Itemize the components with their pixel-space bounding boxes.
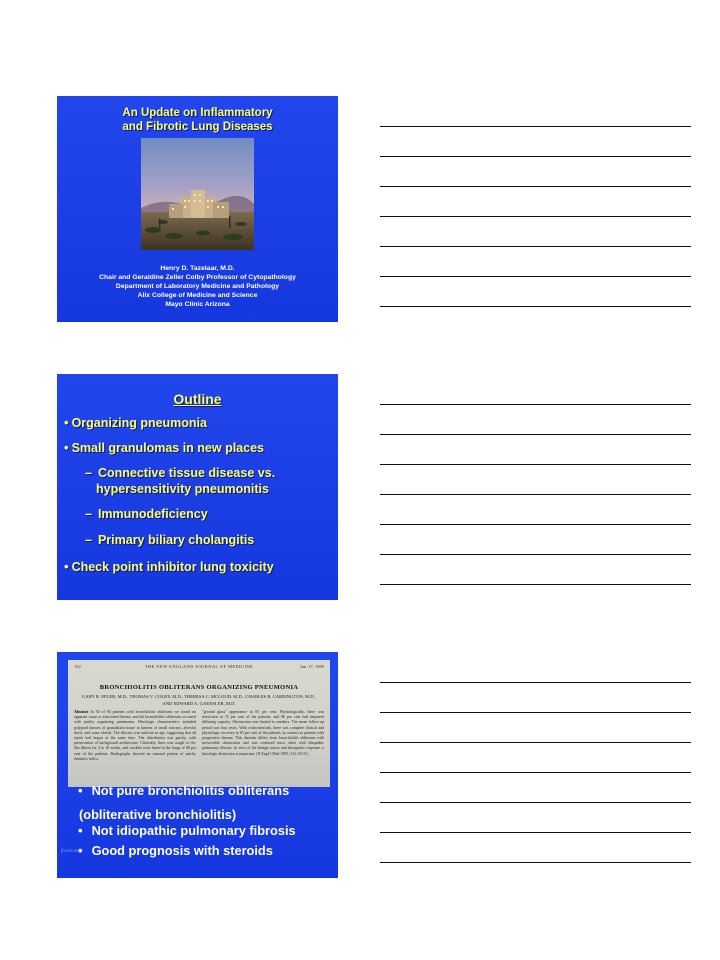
abstract-left-column: Abstract In 50 of 94 patients with bronchiolitis obliterans we found no apparent cause or associated disease, and the bronchiolitis obliterans occurred with patchy organizing pneumonia. Histologic characteristics included polypoid masses of granulation tissue in lumens of small airways, alveolar ducts, and some alveoli. The fibrosis was uniform in age, suggesting that all repair had begun at the same time. The distribution was patchy, with preservation of background architecture. Clinically, there was cough or flu-like illness for 4 to 10 weeks, and crackles were heard in the lungs of 68 per cent of the patients. Radiographs showed an unusual pattern of patchy densities with a: [74, 710, 196, 761]
dash-icon: –: [85, 507, 92, 521]
note-line: [380, 682, 691, 683]
outline-subitem: – Immunodeficiency: [85, 507, 208, 521]
note-line: [380, 276, 691, 277]
slide-outline: [57, 374, 338, 600]
note-line: [380, 464, 691, 465]
note-line: [380, 802, 691, 803]
outline-item: • Small granulomas in new places: [64, 440, 264, 455]
note-line: [380, 186, 691, 187]
note-line: [380, 524, 691, 525]
outline-subitem: – Primary biliary cholangitis: [85, 533, 255, 547]
bullet-icon: •: [78, 823, 83, 838]
bullet-icon: •: [64, 440, 69, 455]
note-line: [380, 554, 691, 555]
note-line: [380, 404, 691, 405]
outline-subitem-continuation: hypersensitivity pneumonitis: [96, 482, 269, 496]
note-line: [380, 156, 691, 157]
slide-heading: Outline: [173, 391, 222, 407]
bullet-icon: •: [64, 559, 69, 574]
slide-title: [57, 96, 338, 322]
note-line: [380, 434, 691, 435]
note-line: [380, 862, 691, 863]
bullet-icon: •: [78, 843, 83, 858]
dash-icon: –: [85, 533, 92, 547]
outline-item: • Organizing pneumonia: [64, 415, 207, 430]
presenter-credits: Henry D. Tazelaar, M.D. Chair and Geraldine Zeller Colby Professor of Cytopathology Department of Laboratory Medicine and Pathology Alix College of Medicine and Science Mayo Clinic Arizona: [99, 265, 296, 308]
outline-item: • Check point inhibitor lung toxicity: [64, 559, 274, 574]
note-line: [380, 494, 691, 495]
journal-article-image: 152 THE NEW ENGLAND JOURNAL OF MEDICINE Jan. 17, 1985 BRONCHIOLITIS OBLITERANS ORGANIZING PNEUMONIA GARY R. EPLER, M.D., THOMAS V. COLBY, M.D., THERESA C. MCLOUD, M.D., CHARLES B. CARRINGTON, M.D., AND EDWARD A. GAENSLER, M.D. Abstract In 50 of 94 patients with bronchiolitis obliterans we found no apparent cause or associated disease, and the bronchiolitis obliterans occurred with patchy organizing pneumonia. Histologic characteristics included polypoid masses of granulation tissue in lumens of small airways, alveolar ducts, and some alveoli. The fibrosis was uniform in age, suggesting that all repair had begun at the same time. The distribution was patchy, with preservation of background architecture. Clinically, there was cough or flu-like illness for 4 to 10 weeks, and crackles were heard in the lungs of 68 per cent of the patients. Radiographs showed an unusual pattern of patchy densities with a "ground glass" appearance in 81 per cent. Physiologically, there was restriction in 72 per cent of the patients, and 86 per cent had impaired diffusing capacity. Obstruction was limited to smokers. The mean follow-up period was four years. With corticosteroids, there was complete clinical and physiologic recovery in 65 per cent of the patients, in contrast to patients with progressive disease. This disorder differs from bronchiolitis obliterans with irreversible obstruction and was confused most often with idiopathic pulmonary fibrosis. In view of the benign course and therapeutic response, a histologic distinction is important. (N Engl J Med 1985; 312:152-8.): [68, 660, 330, 787]
point-item: • Not idiopathic pulmonary fibrosis: [78, 823, 296, 838]
note-line: [380, 772, 691, 773]
slide-boop-article: [57, 652, 338, 878]
bullet-icon: •: [64, 415, 69, 430]
slide-title-text: An Update on Inflammatory and Fibrotic Lung Diseases: [122, 107, 273, 133]
dash-icon: –: [85, 466, 92, 480]
note-line: [380, 584, 691, 585]
note-line: [380, 246, 691, 247]
note-line: [380, 742, 691, 743]
slide-footer: [footnote]: [61, 848, 80, 853]
note-line: [380, 712, 691, 713]
point-item: • Not pure bronchiolitis obliterans: [78, 783, 290, 798]
note-line: [380, 216, 691, 217]
outline-subitem: – Connective tissue disease vs.: [85, 466, 276, 480]
abstract-right-column: "ground glass" appearance in 81 per cent. Physiologically, there was restriction in 72 per cent of the patients, and 86 per cent had impaired diffusing capacity. Obstruction was limited to smokers. The mean follow-up period was four years. With corticosteroids, there was complete clinical and physiologic recovery in 65 per cent of the patients, in contrast to patients with progressive disease. This disorder differs from bronchiolitis obliterans with irreversible obstruction and was confused most often with idiopathic pulmonary fibrosis. In view of the benign course and therapeutic response, a histologic distinction is important. (N Engl J Med 1985; 312:152-8.): [202, 710, 324, 756]
note-line: [380, 126, 691, 127]
note-line: [380, 832, 691, 833]
bullet-icon: •: [78, 783, 83, 798]
point-item-continuation: (obliterative bronchiolitis): [79, 807, 237, 822]
article-authors: GARY R. EPLER, M.D., THOMAS V. COLBY, M.D., THERESA C. MCLOUD, M.D., CHARLES B. CARRINGTON, M.D., AND EDWARD A. GAENSLER, M.D.: [82, 694, 316, 706]
desert-building-photo: [141, 138, 254, 250]
note-line: [380, 306, 691, 307]
article-title: BRONCHIOLITIS OBLITERANS ORGANIZING PNEUMONIA: [99, 684, 299, 691]
point-item: • Good prognosis with steroids: [78, 843, 273, 858]
